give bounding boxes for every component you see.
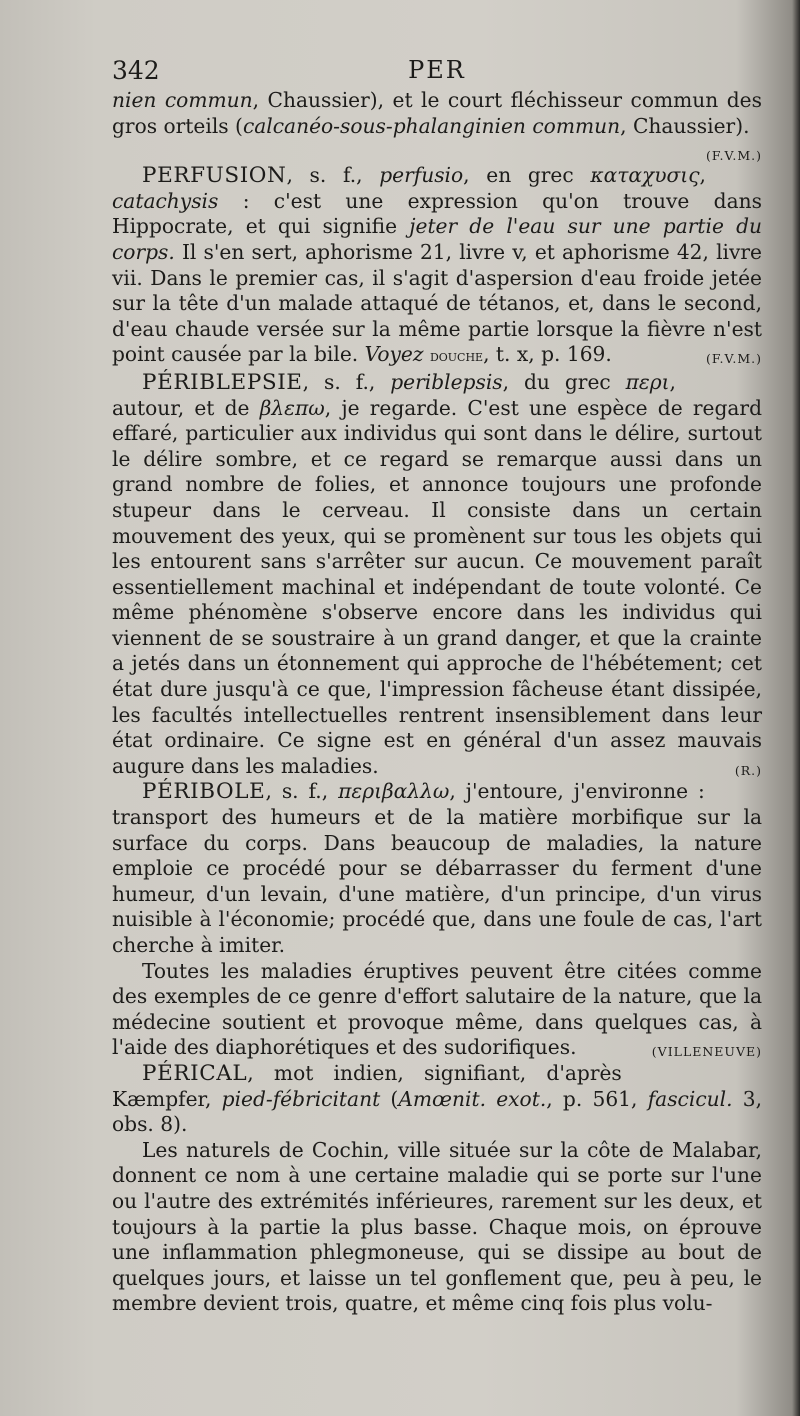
author-signature: (R.) [734,762,762,778]
entry-headword: PERFUSION [142,163,287,189]
entry-headword: PÉRIBLEPSIE [142,369,303,395]
page-body [112,88,762,1317]
author-signature: (F.V.M.) [705,148,762,164]
running-title: PER [408,56,466,84]
entry-periblepsie: PÉRIBLEPSIE, s. f., periblepsis, du grec περι, autour, et de βλεπω, je regarde. C'est une espèce de regard effaré, particulier aux individus qui sont dans le délire, surtout le délire sombre, et ce regard se remarque aussi dans un grand nombre de folies, et annonce toujours une profonde stupeur dans le cerveau. Il consiste dans un certain mouvement des yeux, qui se promènent sur tous les objets qui les entourent sans s'arrêter sur aucun. Ce mouvement paraît essentiellement machinal et indépendant de toute volonté. Ce même phénomène s'observe encore dans les individus qui viennent de se soustraire à un grand danger, et que la crainte a jetés dans un étonnement qui approche de l'hébétement; cet état dure jusqu'à ce que, l'impression fâcheuse étant dissipée, les facultés intellectuelles rentrent insensiblement dans leur état ordinaire. Ce signe est en général d'un assez mauvais augure dans les maladies. (R.) [112,370,762,780]
entry-peribole: PÉRIBOLE, s. f., περιβαλλω, j'entoure, j'environne : transport des humeurs et de la matière morbifique sur la surface du corps. Dans beaucoup de maladies, la nature emploie ce procédé pour se débarrasser du ferment d'une humeur, d'un levain, d'une matière, d'un principe, d'un virus nuisible à l'économie; procédé que, dans une foule de cas, l'art cherche à imiter. [112,779,762,957]
entry-perfusion: PERFUSION, s. f., perfusio, en grec καταχυσις, catachysis : c'est une expression qu'on trouve dans Hippocrate, et qui signifie jeter de l'eau sur une partie du corps. Il s'en sert, aphorisme 21, livre v, et aphorisme 42, livre vii. Dans le premier cas, il s'agit d'aspersion d'eau froide jetée sur la tête d'un malade attaqué de tétanos, et, dans le second, d'eau chaude versée sur la même partie lorsque la fièvre n'est point causée par la bile. Voyez douche, t. x, p. 169. (F.V.M.) [112,163,762,370]
page-header [112,56,762,90]
entry-headword: PÉRIBOLE [142,779,266,805]
entry-headword: PÉRICAL [142,1060,248,1086]
entry-continuation: nien commun, Chaussier), et le court fléchisseur commun des gros orteils (calcanéo-sous-phalanginien commun, Chaussier). [112,88,762,138]
author-signature: (VILLENEUVE) [651,1044,762,1060]
entry-peribole-paragraph: Toutes les maladies éruptives peuvent être citées comme des exemples de ce genre d'effort salutaire de la nature, que la médecine soutient et provoque même, dans quelques cas, à l'aide des diaphorétiques et des sudorifiques. (VILLENEUVE) [112,959,762,1061]
author-signature: (F.V.M.) [705,351,762,367]
entry-perical-paragraph: Les naturels de Cochin, ville située sur la côte de Malabar, donnent ce nom à une certaine maladie qui se porte sur l'une ou l'autre des extrémités inférieures, rarement sur les deux, et toujours à la partie la plus basse. Chaque mois, on éprouve une inflammation phlegmoneuse, qui se dissipe au bout de quelques jours, et laisse un tel gonflement que, peu à peu, le membre devient trois, quatre, et même cinq fois plus volu- [112,1137,762,1316]
cross-reference: douche [429,347,484,366]
entry-perical: PÉRICAL, mot indien, signifiant, d'après Kæmpfer, pied-fébricitant (Amœnit. exot., p. 561, fascicul. 3, obs. 8). [112,1060,763,1137]
page-number: 342 [112,56,160,85]
